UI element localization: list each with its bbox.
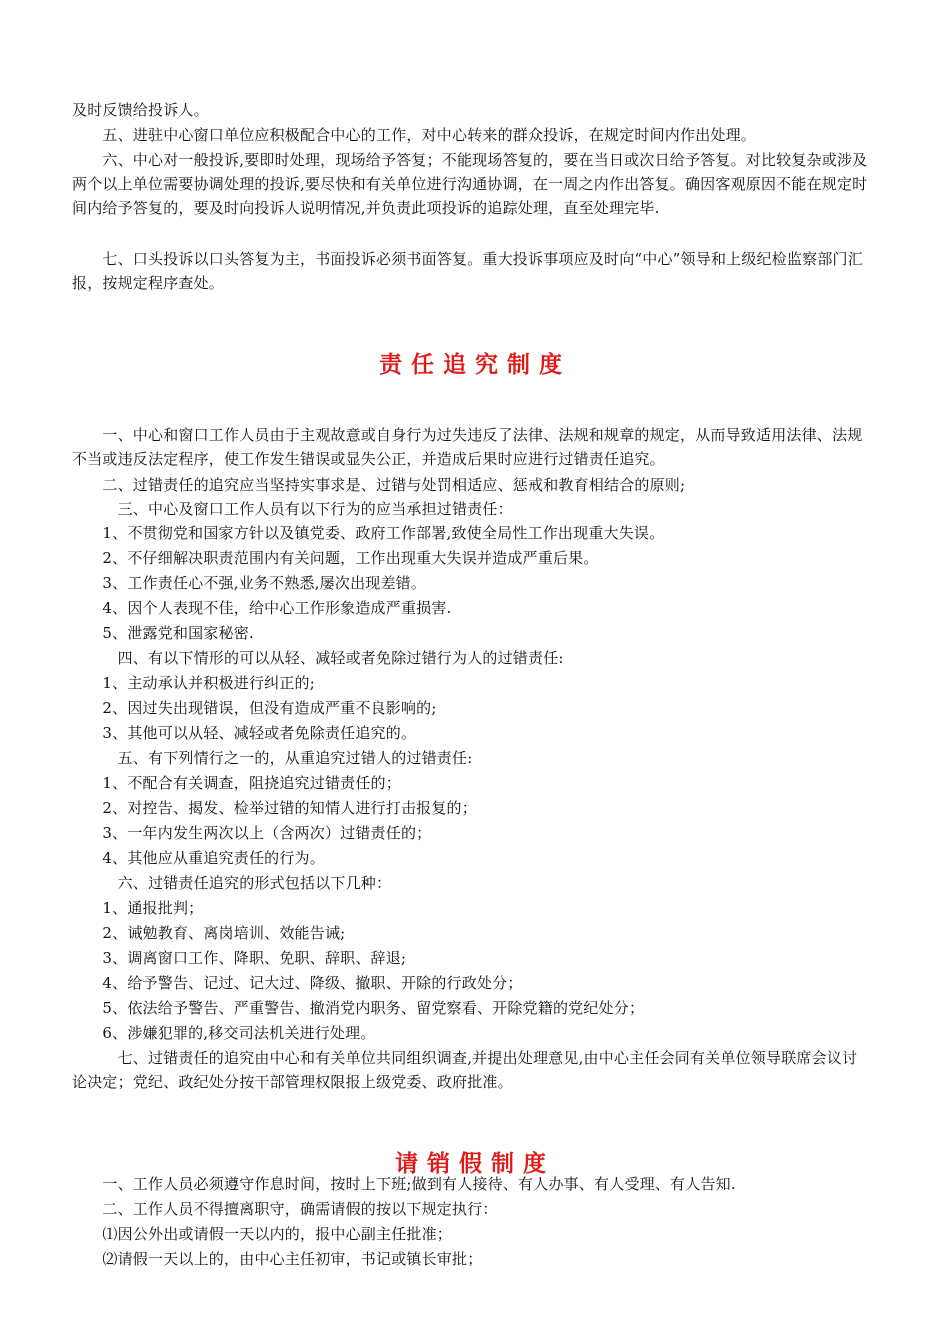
paragraph: 及时反馈给投诉人。 xyxy=(72,101,209,119)
paragraph: 七、口头投诉以口头答复为主，书面投诉必须书面答复。重大投诉事项应及时向“中心”领导和上级纪检监察部门汇报，按规定程序查处。 xyxy=(72,250,863,292)
list-item: 1、不贯彻党和国家方针以及镇党委、政府工作部署,致使全局性工作出现重大失误。 xyxy=(72,524,665,542)
list-item: 6、涉嫌犯罪的,移交司法机关进行处理。 xyxy=(72,1024,376,1042)
list-item: 1、主动承认并积极进行纠正的; xyxy=(72,674,315,692)
paragraph: 五、进驻中心窗口单位应积极配合中心的工作，对中心转来的群众投诉，在规定时间内作出处理。 xyxy=(72,126,757,144)
paragraph: 五、有下列情行之一的，从重追究过错人的过错责任: xyxy=(72,749,473,767)
paragraph: 六、过错责任追究的形式包括以下几种： xyxy=(72,874,392,892)
list-item: 3、调离窗口工作、降职、免职、辞职、辞退; xyxy=(72,949,407,967)
list-item: ⑵请假一天以上的，由中心主任初审，书记或镇长审批； xyxy=(72,1250,483,1268)
list-item: 3、其他可以从轻、减轻或者免除责任追究的。 xyxy=(72,724,417,742)
list-item: 2、不仔细解决职责范围内有关问题，工作出现重大失误并造成严重后果。 xyxy=(72,549,599,567)
list-item: 2、诫勉教育、离岗培训、效能告诫; xyxy=(72,924,346,942)
list-item: 5、泄露党和国家秘密. xyxy=(72,624,254,642)
list-item: 5、依法给予警告、严重警告、撤消党内职务、留党察看、开除党籍的党纪处分； xyxy=(72,999,645,1017)
list-item: 1、通报批判； xyxy=(72,899,204,917)
paragraph: 二、工作人员不得擅离职守，确需请假的按以下规定执行： xyxy=(72,1200,498,1218)
list-item: ⑴因公外出或请假一天以内的，报中心副主任批准； xyxy=(72,1225,453,1243)
list-item: 2、因过失出现错误，但没有造成严重不良影响的; xyxy=(72,699,437,717)
paragraph: 四、有以下情形的可以从轻、减轻或者免除过错行为人的过错责任: xyxy=(72,649,564,667)
list-item: 3、一年内发生两次以上（含两次）过错责任的； xyxy=(72,824,432,842)
paragraph: 一、中心和窗口工作人员由于主观故意或自身行为过失违反了法律、法规和规章的规定，从而导致适用法律、法规不当或违反法定程序，使工作发生错误或显失公正，并造成后果时应进行过错责任追究。 xyxy=(72,426,863,468)
list-item: 4、其他应从重追究责任的行为。 xyxy=(72,849,325,867)
paragraph: 六、中心对一般投诉,要即时处理，现场给予答复；不能现场答复的，要在当日或次日给予答复。对比较复杂或涉及两个以上单位需要协调处理的投诉,要尽快和有关单位进行沟通协调，在一周之内作出答复。确因客观原因不能在规定时间内给予答复的，要及时向投诉人说明情况,并负责此项投诉的追踪处理，直至处理完毕. xyxy=(72,151,868,217)
list-item: 2、对控告、揭发、检举过错的知情人进行打击报复的； xyxy=(72,799,477,817)
paragraph: 一、工作人员必须遵守作息时间，按时上下班;做到有人接待、有人办事、有人受理、有人告知. xyxy=(72,1175,736,1193)
list-item: 4、给予警告、记过、记大过、降级、撤职、开除的行政处分； xyxy=(72,974,523,992)
section-title: 请销假制度 xyxy=(395,1151,555,1177)
list-item: 1、不配合有关调查，阻挠追究过错责任的； xyxy=(72,774,401,792)
section-title: 责任追究制度 xyxy=(379,352,571,378)
list-item: 3、工作责任心不强,业务不熟悉,屡次出现差错。 xyxy=(72,574,427,592)
paragraph: 二、过错责任的追究应当坚持实事求是、过错与处罚相适应、惩戒和教育相结合的原则; xyxy=(72,476,686,494)
paragraph: 三、中心及窗口工作人员有以下行为的应当承担过错责任： xyxy=(72,500,513,518)
list-item: 4、因个人表现不佳，给中心工作形象造成严重损害. xyxy=(72,599,452,617)
paragraph: 七、过错责任的追究由中心和有关单位共同组织调查,并提出处理意见,由中心主任会同有关单位领导联席会议讨论决定；党纪、政纪处分按干部管理权限报上级党委、政府批准。 xyxy=(72,1049,858,1091)
